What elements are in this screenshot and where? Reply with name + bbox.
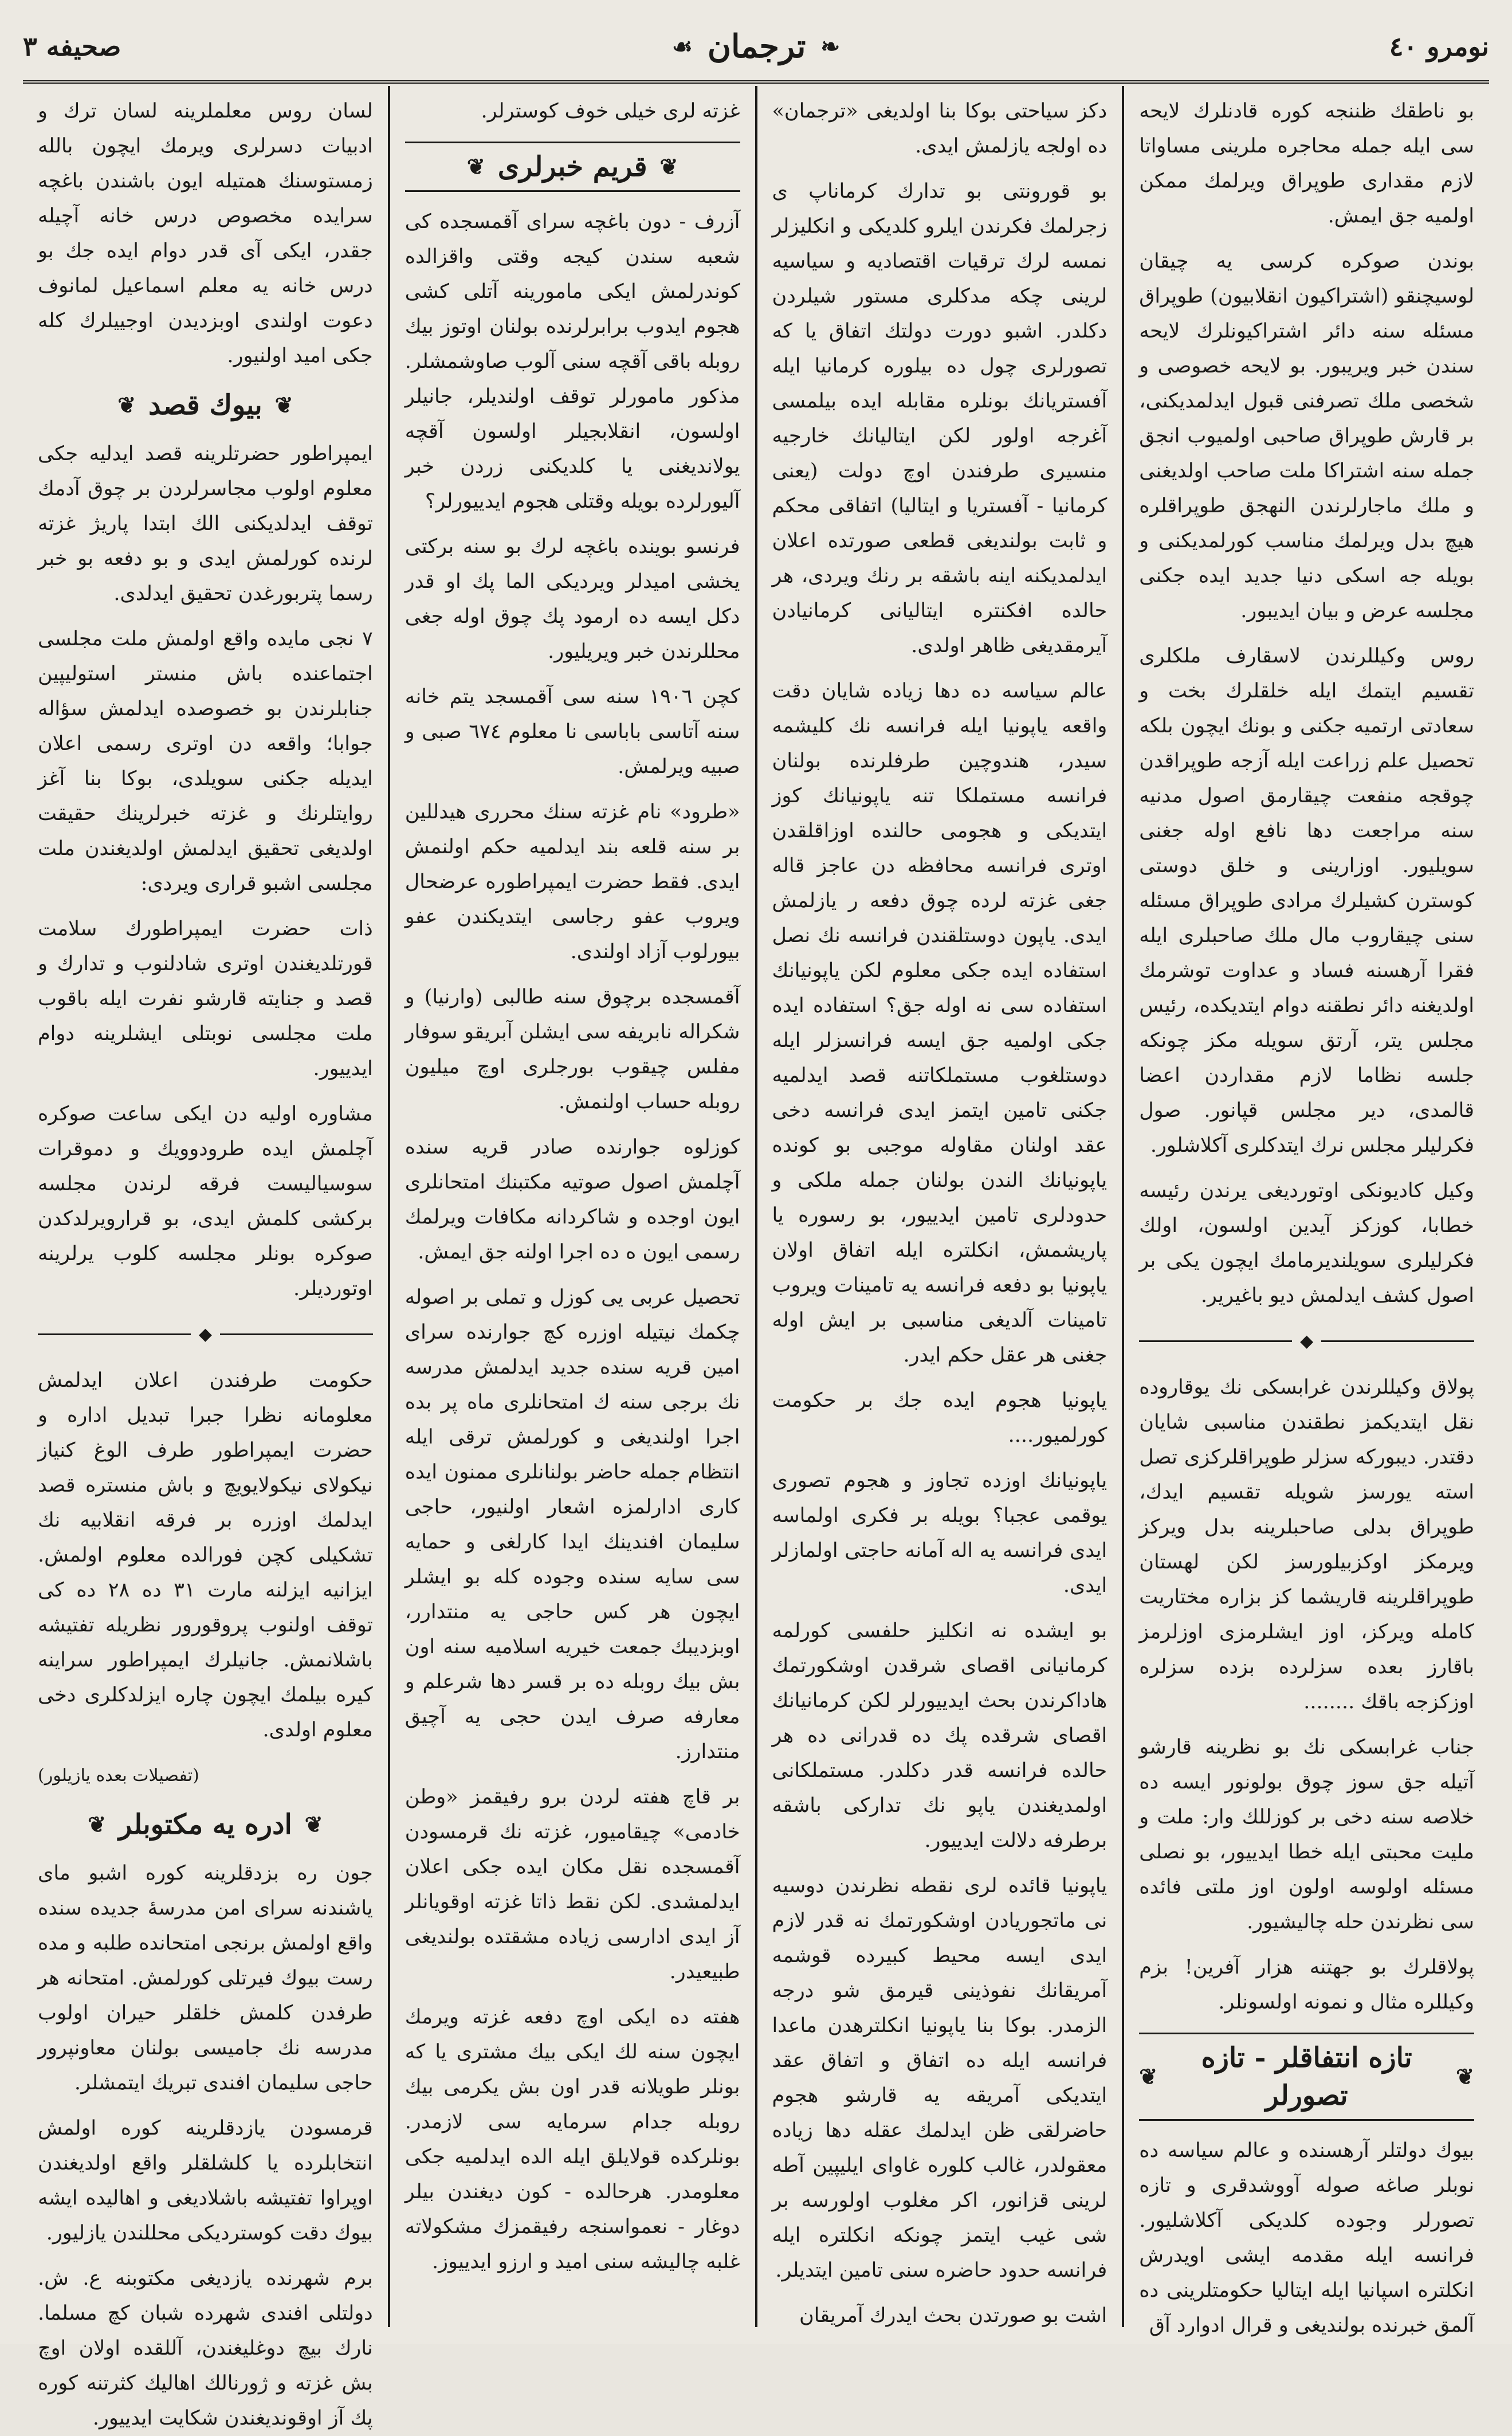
column-4 <box>23 86 390 2430</box>
article-paragraph: یاپونیانك اوزده تجاوز و هجوم تصوری یوقمی عجبا؟ بویله بر فکری اولماسه ایدی فرانسه یه اله آمانه حاجتی اولمازلر ایدی. <box>772 1469 1108 1597</box>
divider-line <box>38 1333 191 1335</box>
masthead <box>23 13 1489 80</box>
article-paragraph: ذات حضرت ایمپراطورك سلامت قورتلدیغندن اوتری شادلنوب و تدارك و قصد و جنایته قارشو نفرت ایله باقوب ملت مجلسی نوبتلی ایشلرینه دوام ایدییور. <box>38 917 373 1080</box>
article-paragraph: کوزلوه جوارنده صادر قریه سنده آچلمش اصول صوتیه مکتبنك امتحانلری ایون اوجده و شاکردانه مکافات ویرلمك رسمی ایون ه ده اجرا اولنه جق ایمش. <box>404 1136 740 1264</box>
article-paragraph: اشت بو صورتدن بحث ایدرك آمریقان <box>799 2304 1108 2327</box>
article-paragraph: روس وکیللرندن لاسقارف ملکلری تقسیم ایتمك ایله خلقلرك بخت و سعادتی ارتمیه جکنی و بونك ایچون بلکه تحصیل علم زراعت ایله آزجه طوپراقدن چوقجه منفعت چیقارمق اصول مدنیه سنه مراجعت دها نافع اوله جغنی سویلیور. اوزارینی و خلق دوستی کوسترن کشیلرك مرادی طوپراق مسئله سنی چیقاروب مال ملك صاحبلری ایله فقرا آرهسنه فساد و عداوت توشرمك اولدیغنه دائر نطقنه دوام ایتدیکده، رئیس مجلس یتر، آرتق سویله مکز چونکه جلسه نظاما لازم مقداردن اعضا قالمدی، دیر مجلس قپانور. صول فکرلیلر مجلس نرك ایتدکلری آکلاشلور. <box>1139 645 1474 1157</box>
ornament-icon: ❦ <box>274 392 293 418</box>
section-heading-text: قریم خبرلری <box>497 151 647 183</box>
article-paragraph: تحصیل عربی یی کوزل و تملی بر اصوله چکمك نیتیله اوزره کچ جوارنده سرای امین قریه سنده جدید ایدلمش مدرسه نك برجی سنه ك امتحانلری ماه پر بده اجرا اولندیغی و کورلمش ترقی ایله انتظام جمله حاضر بولنانلری ممنون ایده کاری ادارلمزه اشعار اولنیور، حاجی سلیمان افندینك ایدا کارلغی و حمایه سی سایه سنده وجوده کله بو ایشلر ایچون هر کس حاجی یه منتدارر، اوبزدیبك جمعت خیریه اسلامیه سنه اون بش بیك روبله ده بر قسر دها شرعلم و معارفه صرف ایدن حجی یه آچیق منتدارز. <box>404 1286 740 1763</box>
article-paragraph: بیوك دولتلر آرهسنده و عالم سیاسه ده نوبلر صاغه صوله آووشدقری و تازه تصورلر وجوده کلدیکی آکلاشلیور. فرانسه ایله مقدمه ایشی اویدرش انکلتره اسپانیا ایله ایتالیا حکومتلرینی ده آلمق خبرنده بولندیغی و قرال ادوارد آق <box>1139 2139 1474 2337</box>
newspaper-title-block <box>672 28 840 65</box>
article-paragraph: آزرف - دون باغچه سرای آقمسجده کی شعبه سندن کیجه وقتی واقزالده کوندرلمش ایکی مامورینه آتلی کشی هجوم ایدوب برابرلرنده بولنان اوتوز بیك روبله باقی آقچه سنی آلوب صاوشمشلر. مذکور مامورلر توقف اولندیلر، جانیلر اولسون، انقلابجیلر اولسون آقچه یولاندیغنی یا کلدیکنی زردن خبر آلیورلرده بویله وقتلی هجوم ایدییورلر؟ <box>404 210 740 513</box>
columns <box>23 86 1489 2430</box>
article-paragraph: «طرود» نام غزته سنك محرری هیدللین بر سنه قلعه بند ایدلمیه حکم اولنمش ایدی. فقط حضرت ایمپراطوره عرضحال ویروب عفو رجاسی ایتدیکندن عفو بیورلوب آزاد اولندی. <box>404 801 740 963</box>
article-paragraph: پولاقلرك بو جهتنه هزار آفرین! بزم وکیللره مثال و نمونه اولسونلر. <box>1139 1956 1474 2014</box>
article-paragraph: ایمپراطور حضرتلرینه قصد ایدلیه جکی معلوم اولوب مجاسرلردن بر چوق آدمك توقف ایدلدیکنی الك ابتدا پاریژ غزته لرنده کورلمش ایدی و بو دفعه بو خبر رسما پتربورغدن تحقیق ایدلدی. <box>38 442 373 605</box>
ornament-icon: ❦ <box>304 1811 323 1837</box>
article-paragraph: حکومت طرفندن اعلان ایدلمش معلومانه نظرا جبرا تبدیل اداره و حضرت ایمپراطور طرف الوغ کنیاز نیکولای نیکولایویچ و باش منستره قصد ایدلمك اوزره بر فرقه انقلابیه نك تشکیلی کچن فورالده معلوم اولمش. ایزانیه ایزلنه مارت ۳۱ ده ۲۸ ده کی توقف اولنوب پروقورور نظریله تفتیشه باشلانمش. جانیلرك ایمپراطور سراینه کیره بیلمك ایچون چاره ایزلدکلری دخی معلوم اولدی. <box>38 1369 373 1741</box>
diamond-icon: ◆ <box>1300 1331 1314 1351</box>
article-paragraph: یاپونیا هجوم ایده جك بر حکومت کورلمیور.... <box>772 1389 1108 1447</box>
column-3 <box>390 86 757 2327</box>
article-paragraph: لسان روس معلملرینه لسان ترك و ادبیات دسرلری ویرمك ایچون بالله زمستوسنك همتیله ایون باشندن باغچه سرایده مخصوص درس خانه آچیله جقدر، ایکی آی قدر دوام ایده جك بو درس خانه یه معلم اسماعیل لمانوف دعوت اولندی اوبزدیدن اوجییلرك کله جکی امید اولنیور. <box>38 100 373 367</box>
article-paragraph: مشاوره اولیه دن ایکی ساعت صوکره آچلمش ایده طرودوویك و دموقرات سوسیالیست فرقه لرندن مجلسه برکشی کلمش ایدی، بو قرارویرلدکدن صوکره بونلر مجلسه کلوب یرلرینه اوتوردیلر. <box>38 1103 373 1300</box>
article-paragraph: فرنسو بوینده باغچه لرك بو سنه برکتی یخشی امیدلر ویردیکی الما پك او قدر دکل ایسه ده ارمود پك چوق اوله جغی محللرندن خبر ویریلیور. <box>404 535 740 663</box>
ornament-icon: ❦ <box>1456 2064 1474 2089</box>
section-heading <box>405 142 740 192</box>
article-paragraph: قرمسودن یازدقلرینه کوره اولمش انتخابلرده یا کلشلقلر واقع اولدیغندن اوپراوا تفتیشه باشلادیغی و اهالیده ایشه بیوك دقت کوستردیکی محللندن یازلیور. <box>38 2117 373 2245</box>
divider-line <box>1321 1340 1474 1342</box>
article-paragraph: بو ایشده نه انکلیز حلفسی کورلمه کرمانیانی اقصای شرقدن اوشکورتمك هاداکرندن بحث ایدییورلر لکن کرمانیانك اقصای شرقده پك ده قدرانی ده هر حالده فرانسه قدر دکلدر. مستملکانی اولمدیغندن یاپو نك تدارکی باشقه برطرفه دلالت ایدییور. <box>772 1619 1108 1852</box>
article-paragraph: بوندن صوکره کرسی یه چیقان لوسیچنقو (اشتراکیون انقلابیون) طوپراق مسئله سنه دائر اشتراکیونلرك لایحه سندن خبر ویریبور. بو لایحه خصوصی و شخصی ملك تصرفنی قبول ایدلمدیکنی، بر قارش طوپراق صاحبی اولمیوب انجق جمله سنه اشتراکا ملت صاحب اولدیغنی و ملك ماجارلرندن النهجق طوپراقلره هیچ بدل ویرلمك مناسب کورلمدیکنی و بویله جه اسکی دنیا جدید ایده جکنی مجلسه عرض و بیان ایدیبور. <box>1139 250 1474 622</box>
section-divider <box>1139 1324 1474 1359</box>
page-number: صحیفه ۳ <box>23 31 121 62</box>
article-paragraph: دکز سیاحتی بوکا بنا اولدیغی «ترجمان» ده اولجه یازلمش ایدی. <box>772 100 1108 158</box>
article-paragraph: بو قورونتی بو تدارك کرماناپ ی زجرلمك فکرندن ایلرو کلدیکی و انکلیزلر نمسه لرك ترقیات اقتصادیه و سیاسیه لرینی چکه مدکلری مستور شیلردن دکلدر. اشبو دورت دولتك اتفاق یا که تصورلری چول ده بیلوره کرمانیا ایله آفستریانك بونلره مقابله ایده بیلمسی آغرجه اولور لکن ایتالیانك خارجیه منسیری طرفندن اوچ دولت (یعنی کرمانیا - آفستریا و ایتالیا) اتفاقی محکم و ثابت بولندیغی قطعی صورتده اعلان ایدلمدیکنه اینه باشقه بر رنك ویردی، هر حالده افکنتره ایتالیانی کرمانیادن آیرمقدیغی ظاهر اولدی. <box>772 180 1108 657</box>
article-paragraph: جون ره بزدقلرینه کوره اشبو مای یاشندنه سرای امن مدرسهٔ جدیده سنده واقع اولمش برنجی امتحانده طلبه و مده رست بیوك فیرتلی کورلمش. امتحانه هر طرفدن کلمش خلقلر حیران اولوب مدرسه نك جامیسی بولنان معاونپرور حاجی سلیمان افندی تبریك ایتمشلر. <box>38 1862 373 2094</box>
section-heading <box>38 1806 373 1843</box>
column-2 <box>757 86 1125 2327</box>
article-paragraph: (تفصیلات بعده یازیلور) <box>38 1766 199 1786</box>
section-heading <box>38 386 373 424</box>
issue-number: نومرو ٤٠ <box>1389 31 1489 62</box>
section-heading-text: تازه انتفاقلر - تازه تصورلر <box>1201 2042 1412 2112</box>
article-paragraph: بر قاچ هفته لردن برو رفیقمز «وطن خادمی» چیقامیور، غزته نك قرمسودن آقمسجده نقل مکان ایده جکی اعلان ایدلمشدی. لکن نقط ذاتا غزته اوقویانلر آز ایدی ادارسی زیاده مشقتده بولندیغی طبیعیدر. <box>404 1786 740 1983</box>
article-paragraph: ۷ نجی مایده واقع اولمش ملت مجلسی اجتماعنده باش منستر استولیپین جنابلرندن بو خصوصده ایدلمش سؤاله جوابا؛ واقعه دن اوتری رسمی اعلان ایدیله جکنی سویلدی، بوکا بنا آغز روایتلرنك و غزته خبرلرینك حقیقت اولدیغی تحقیق ایدلمش اولدیغندن ملت مجلسی اشبو قراری ویردی: <box>38 627 373 895</box>
article-paragraph: برم شهرنده یازدیغی مکتوبنه ع. ش. دولتلی افندی شهرده شبان کچ مسلما. نارك بیچ دوغلیغندن، آللقده اولان اوچ بش غزته و ژورنالك اهالیك کثرتنه کوره پك آز اوقوندیغندن شکایت ایدییور. <box>38 2267 373 2430</box>
diamond-icon: ◆ <box>198 1324 212 1344</box>
article-paragraph: پولاق وکیللرندن غرابسکی نك یوقاروده نقل ایتدیکمز نطقندن مناسبی شایان دقتدر. دیبورکه سزلر طوپراقلرکزی تصل استه یورسز شویله تقسیم ایدك، طوپراق بدلی صاحبلرینه بدل ویرکز ویرمکز اوکزبیلورسز لکن لهستان طوپراقلرینه قاریشما کز بزاره مختاریت کامله ویرکز، اوز ایشلرمزی اوزلرمز باقارز بعده سزلرده بزده سزلره اوزکزجه باقك ........ <box>1139 1376 1474 1713</box>
divider-line <box>220 1333 373 1335</box>
column-1 <box>1124 86 1489 2337</box>
article-paragraph: وکیل کادیونکی اوتوردیغی یرندن رئیسه خطابا، کوزکز آیدین اولسون، اولك فکرلیلری سویلندیرمامك ایچون یکی بر اصول کشف ایدلمش دیو باغیریر. <box>1139 1179 1474 1307</box>
ornament-icon: ❦ <box>466 154 485 179</box>
ornament-icon: ❦ <box>659 154 678 179</box>
section-heading-text: ادره یه مکتوبلر <box>118 1809 292 1841</box>
article-paragraph: عالم سیاسه ده دها زیاده شایان دقت واقعه یاپونیا ایله فرانسه نك کلیشمه سیدر، هندوچین طرفلرنده بولنان فرانسه مستملکا تنه یاپونیانك کوز ایتدیکی و هجومی حالنده اوزاقلقدن اوتری فرانسه محافظه دن عاجز قاله جغی غزته لرده چوق دفعه ر یازلمش ایدی. یاپون دوستلقندن فرانسه نك نصل استفاده ایده جکی معلوم لکن یاپونیانك استفاده سی نه اوله جق؟ استفاده ایده جکی اولمیه جق ایسه فرانسزلر ایله دوستلغوب مستملکاتنه قصد ایدلمیه جکنی تامین ایتمز ایدی فرانسه دخی عقد اولنان مقاوله موجبی بو کونده یاپونیانك الندن بولنان جمله ملکی و حدودلری تامین ایدییور، بو رسوره یا پاریشمش، انکلتره ایله اتفاق اولان یاپونیا بو دفعه فرانسه یه تامینات ویروب تامینات آلدیغی مناسبی بر ایش اوله جغنی هر عقل حکم ایدر. <box>772 680 1108 1367</box>
section-heading-text: بیوك قصد <box>148 389 262 421</box>
masthead-rule <box>23 80 1489 84</box>
ornament-icon: ❦ <box>1139 2064 1158 2089</box>
ornament-icon: ❦ <box>88 1811 106 1837</box>
article-paragraph: غزته لری خیلی خوف کوسترلر. <box>481 100 740 123</box>
article-paragraph: کچن ۱۹۰٦ سنه سی آقمسجد یتم خانه سنه آتاسی باباسی نا معلوم ٦٧٤ صبی و صبیه ویرلمش. <box>404 685 740 778</box>
article-paragraph: جناب غرابسکی نك بو نظرینه قارشو آتیله جق سوز چوق بولونور ایسه ده خلاصه سنه دخی بر کوزللك وار: ملت و ملیت محبتی ایله خطا ایدییور، بو نصلی مسئله اولوسه اولون اوز ملتی فائده سی نظرندن حله چالیشیور. <box>1139 1736 1474 1933</box>
newspaper-title: ترجمان <box>707 28 806 65</box>
article-paragraph: آقمسجده برچوق سنه طالبی (وارنیا) و شکراله نابریفه سی ایشلن آبریقو سوفار مفلس چیقوب بورجلری اوچ میلیون روبله حساب اولنمش. <box>404 986 740 1113</box>
article-paragraph: بو ناطقك ظننجه کوره قادنلرك لایحه سی ایله جمله محاجره ملرینی مساواتا لازم مقداری طوپراق ویرلمك ممکن اولمیه جق ایمش. <box>1139 100 1474 227</box>
divider-line <box>1139 1340 1292 1342</box>
ornament-icon: ☙ <box>671 33 693 60</box>
article-paragraph: هفته ده ایکی اوچ دفعه غزته ویرمك ایچون سنه لك ایکی بیك مشتری یا که بونلر طویلانه قدر اون بش یکرمی بیك روبله جدام سرمایه سی لازمدر. بونلرکده قولایلق ایله الده ایدلمیه جکی معلومدر. هرحالده - کون دیغندن بیلر دوغار - نعمواسنجه رفیقمزك مشکولاته غلبه چالیشه سنی امید و ارزو ایدییوز. <box>404 2006 740 2273</box>
section-divider <box>38 1317 373 1352</box>
ornament-icon: ❧ <box>820 33 841 60</box>
article-paragraph: یاپونیا قائده لری نقطه نظرندن دوسیه نی ماتجوریادن اوشکورتمك نه قدر لازم ایدی ایسه محیط کبیرده قوشمه آمریقانك نفوذینی قیرمق شو درجه الزمدر. بوکا بنا یاپونیا انکلترهدن ماعدا فرانسه ایله ده اتفاق و اتفاق عقد ایتدیکی آمریقه یه قارشو هجوم حاضرلقی ظن ایدلمك عقله دها زیاده معقولدر، غالب کلوره غاوای ایلیپین آطه لرینی قزانور، اکر مغلوب اولورسه بر شی غیب ایتمز چونکه انکلتره ایله فرانسه حدود حاضره سنی تامین ایتدیلر. <box>772 1874 1108 2282</box>
section-heading <box>1139 2033 1474 2121</box>
ornament-icon: ❦ <box>117 392 136 418</box>
